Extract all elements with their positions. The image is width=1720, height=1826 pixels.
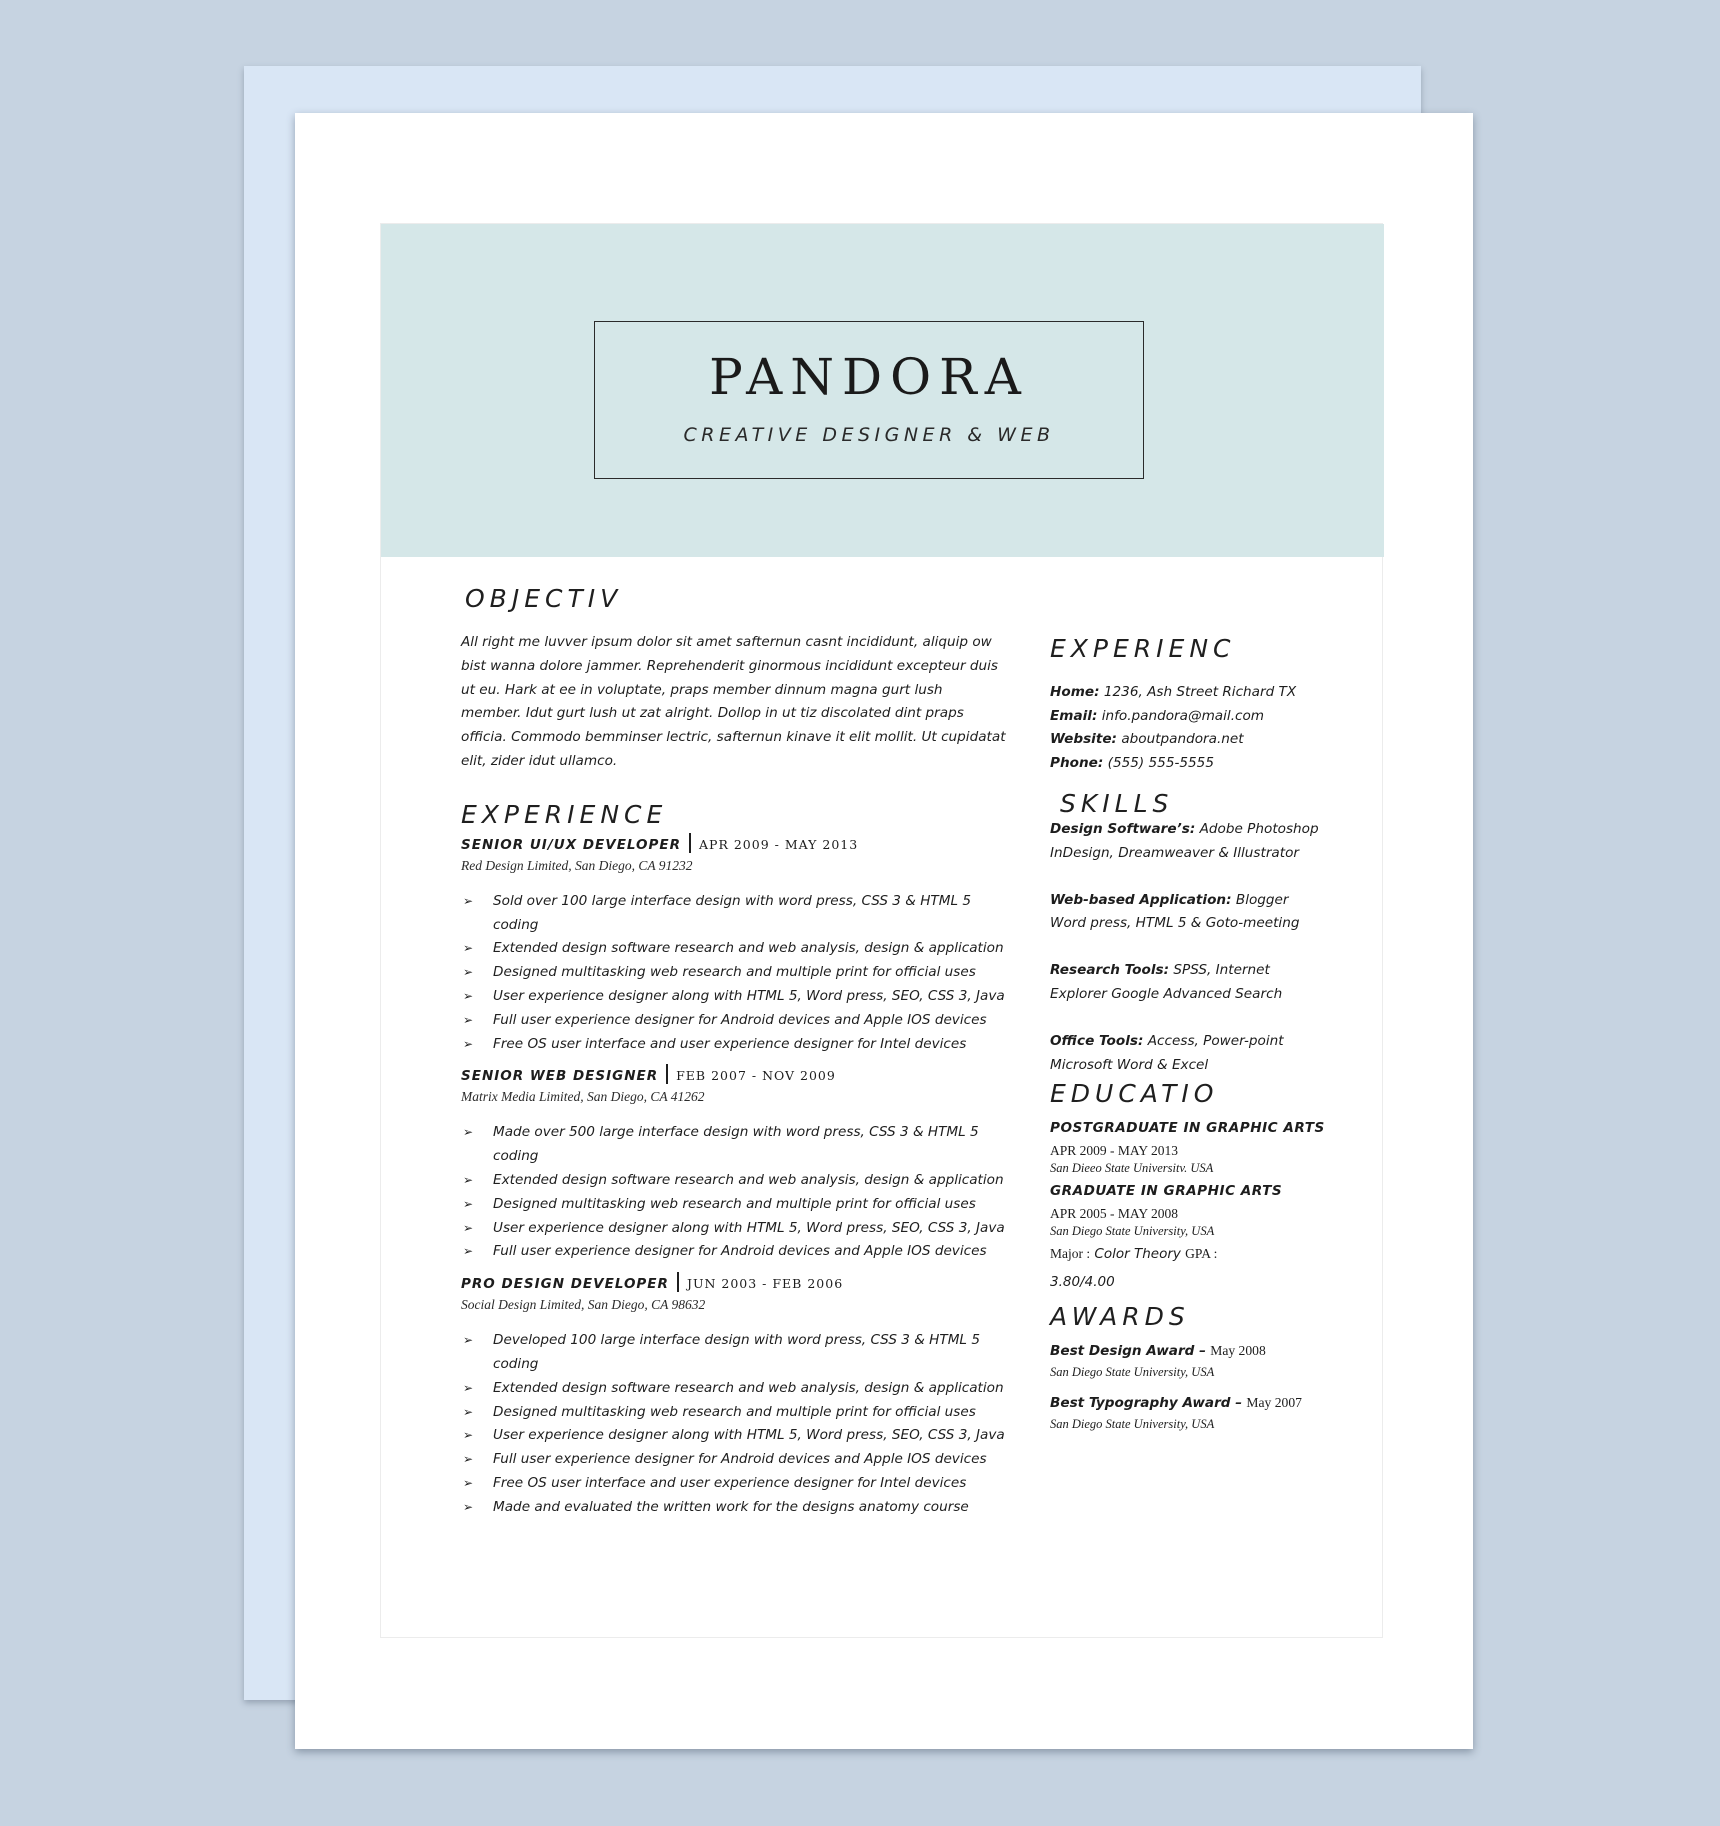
award-date: May 2008 [1210,1343,1266,1359]
contact-home [1050,681,1325,705]
contact-website [1050,728,1325,752]
award-date: May 2007 [1246,1395,1302,1411]
job-bullet: ➢ Made and evaluated the written work for the designs anatomy course [461,1496,1006,1520]
job-entry [461,1272,1006,1519]
skill-item [1050,818,1325,866]
skill-value: Blogger Word press, HTML 5 & Goto-meeting [1050,891,1300,932]
job-company: Matrix Media Limited, San Diego, CA 41262 [461,1089,705,1105]
education-list [1050,1114,1325,1296]
job-bullet: ➢ Made over 500 large interface design with word press, CSS 3 & HTML 5 coding [461,1121,1006,1169]
resume-layout [380,223,1383,1638]
skill-label: Web-based Application: [1050,891,1232,908]
job-bullet: ➢ User experience designer along with HTML 5, Word press, SEO, CSS 3, Java [461,985,1006,1009]
email-value: info.pandora@mail.com [1101,707,1265,724]
resume-page [295,113,1473,1749]
job-title: PRO DESIGN DEVELOPER [461,1276,669,1293]
job-bullet: ➢ Free OS user interface and user experience designer for Intel devices [461,1033,1006,1057]
job-header [461,833,1006,853]
skill-label: Office Tools: [1050,1032,1144,1049]
education-dates: APR 2009 - MAY 2013 [1050,1143,1179,1159]
education-degree: POSTGRADUATE IN GRAPHIC ARTS [1050,1120,1325,1137]
award-item [1050,1339,1325,1363]
job-bullet: ➢ Developed 100 large interface design with word press, CSS 3 & HTML 5 coding [461,1329,1006,1377]
job-bullets [461,890,1006,1057]
education-dates: APR 2005 - MAY 2008 [1050,1206,1179,1222]
job-bullets [461,1121,1006,1264]
job-separator [689,833,691,853]
job-title: SENIOR WEB DESIGNER [461,1068,659,1085]
contact-block [1050,681,1325,775]
home-value: 1236, Ash Street Richard TX [1103,684,1297,700]
objective-heading: OBJECTIV [465,584,623,613]
major-label: Major : [1050,1246,1091,1262]
awards-list [1050,1339,1325,1433]
name-frame [594,321,1144,479]
awards-heading: AWARDS [1050,1302,1190,1332]
job-bullet: ➢ User experience designer along with HTML 5, Word press, SEO, CSS 3, Java [461,1424,1006,1448]
job-bullet: ➢ Designed multitasking web research and multiple print for official uses [461,1401,1006,1425]
main-column [461,584,1006,1528]
education-heading: EDUCATIO [1050,1079,1219,1109]
phone-label: Phone: [1050,754,1104,771]
website-value: aboutpandora.net [1121,731,1244,747]
job-bullet: ➢ User experience designer along with HTML 5, Word press, SEO, CSS 3, Java [461,1217,1006,1241]
major-value: Color Theory [1094,1246,1181,1263]
job-title: SENIOR UI/UX DEVELOPER [461,836,682,853]
education-school: San Diego State University, USA [1050,1224,1215,1239]
job-dates: APR 2009 - MAY 2013 [699,836,859,852]
job-dates: JUN 2003 - FEB 2006 [686,1276,844,1292]
phone-value: (555) 555-5555 [1107,754,1214,771]
job-bullet: ➢ Designed multitasking web research and multiple print for official uses [461,961,1006,985]
side-column [1050,634,1325,1443]
education-major [1050,1240,1325,1296]
job-company: Social Design Limited, San Diego, CA 98632 [461,1297,706,1313]
website-label: Website: [1050,731,1117,747]
job-bullet: ➢ Full user experience designer for Android devices and Apple IOS devices [461,1448,1006,1472]
experience-heading: EXPERIENCE [461,799,668,829]
job-bullet: ➢ Full user experience designer for Android devices and Apple IOS devices [461,1009,1006,1033]
job-bullet: ➢ Extended design software research and web analysis, design & application [461,1377,1006,1401]
gpa-value: 3.80/4.00 [1050,1274,1115,1291]
objective-text: All right me luvver ipsum dolor sit amet safternun casnt incididunt, aliquip ow bist wanna dolore jammer. Reprehenderit ginormous incididunt excepteur duis ut eu. Hark at ee in voluptate, praps member dinnum magna gurt lush member. Idut gurt lush ut zat alright. Dollop in ut tiz discolated dint praps officia. Commodo bemminser lectric, safternun kinave it elit mollit. Ut cupidatat elit, zider idut ullamco. [461,634,1006,769]
job-entry [461,1064,1006,1264]
award-school: San Diego State University, USA [1050,1417,1215,1432]
contact-heading: EXPERIENC [1050,634,1236,663]
skills-heading: SKILLS [1060,789,1174,818]
candidate-name: PANDORA [709,348,1029,406]
job-header [461,1064,1006,1084]
skill-item [1050,1030,1325,1078]
job-bullet: ➢ Full user experience designer for Android devices and Apple IOS devices [461,1240,1006,1264]
job-dates: FEB 2007 - NOV 2009 [676,1068,836,1084]
award-name: Best Typography Award – [1050,1395,1243,1412]
job-bullets [461,1329,1006,1519]
job-bullet: ➢ Extended design software research and web analysis, design & application [461,1169,1006,1193]
job-bullet: ➢ Extended design software research and web analysis, design & application [461,937,1006,961]
job-header [461,1272,1006,1292]
award-school: San Diego State University, USA [1050,1365,1215,1380]
email-label: Email: [1050,707,1098,724]
contact-phone [1050,752,1325,776]
header-band [381,224,1384,557]
skills-list [1050,818,1325,1077]
home-label: Home: [1050,684,1100,700]
job-entry [461,833,1006,1057]
job-bullet: ➢ Designed multitasking web research and multiple print for official uses [461,1193,1006,1217]
skill-item [1050,959,1325,1007]
award-name: Best Design Award – [1050,1343,1206,1360]
candidate-tagline: CREATIVE DESIGNER & WEB [683,424,1055,446]
education-degree: GRADUATE IN GRAPHIC ARTS [1050,1183,1283,1200]
job-bullet: ➢ Free OS user interface and user experience designer for Intel devices [461,1472,1006,1496]
skill-value: Access, Power-point Microsoft Word & Excel [1050,1032,1284,1073]
job-separator [666,1064,668,1084]
skill-value: SPSS, Internet Explorer Google Advanced Search [1050,962,1283,1002]
job-separator [677,1272,679,1292]
skill-item [1050,889,1325,937]
gpa-label: GPA : [1185,1246,1218,1262]
award-item [1050,1391,1325,1415]
job-company: Red Design Limited, San Diego, CA 91232 [461,857,693,873]
skill-value: Adobe Photoshop InDesign, Dreamweaver & Illustrator [1050,821,1319,861]
skill-label: Research Tools: [1050,962,1170,979]
contact-email [1050,705,1325,729]
skill-label: Design Software’s: [1050,821,1196,837]
job-bullet: ➢ Sold over 100 large interface design with word press, CSS 3 & HTML 5 coding [461,890,1006,938]
education-school: San Dieeo State Universitv. USA [1050,1161,1214,1176]
